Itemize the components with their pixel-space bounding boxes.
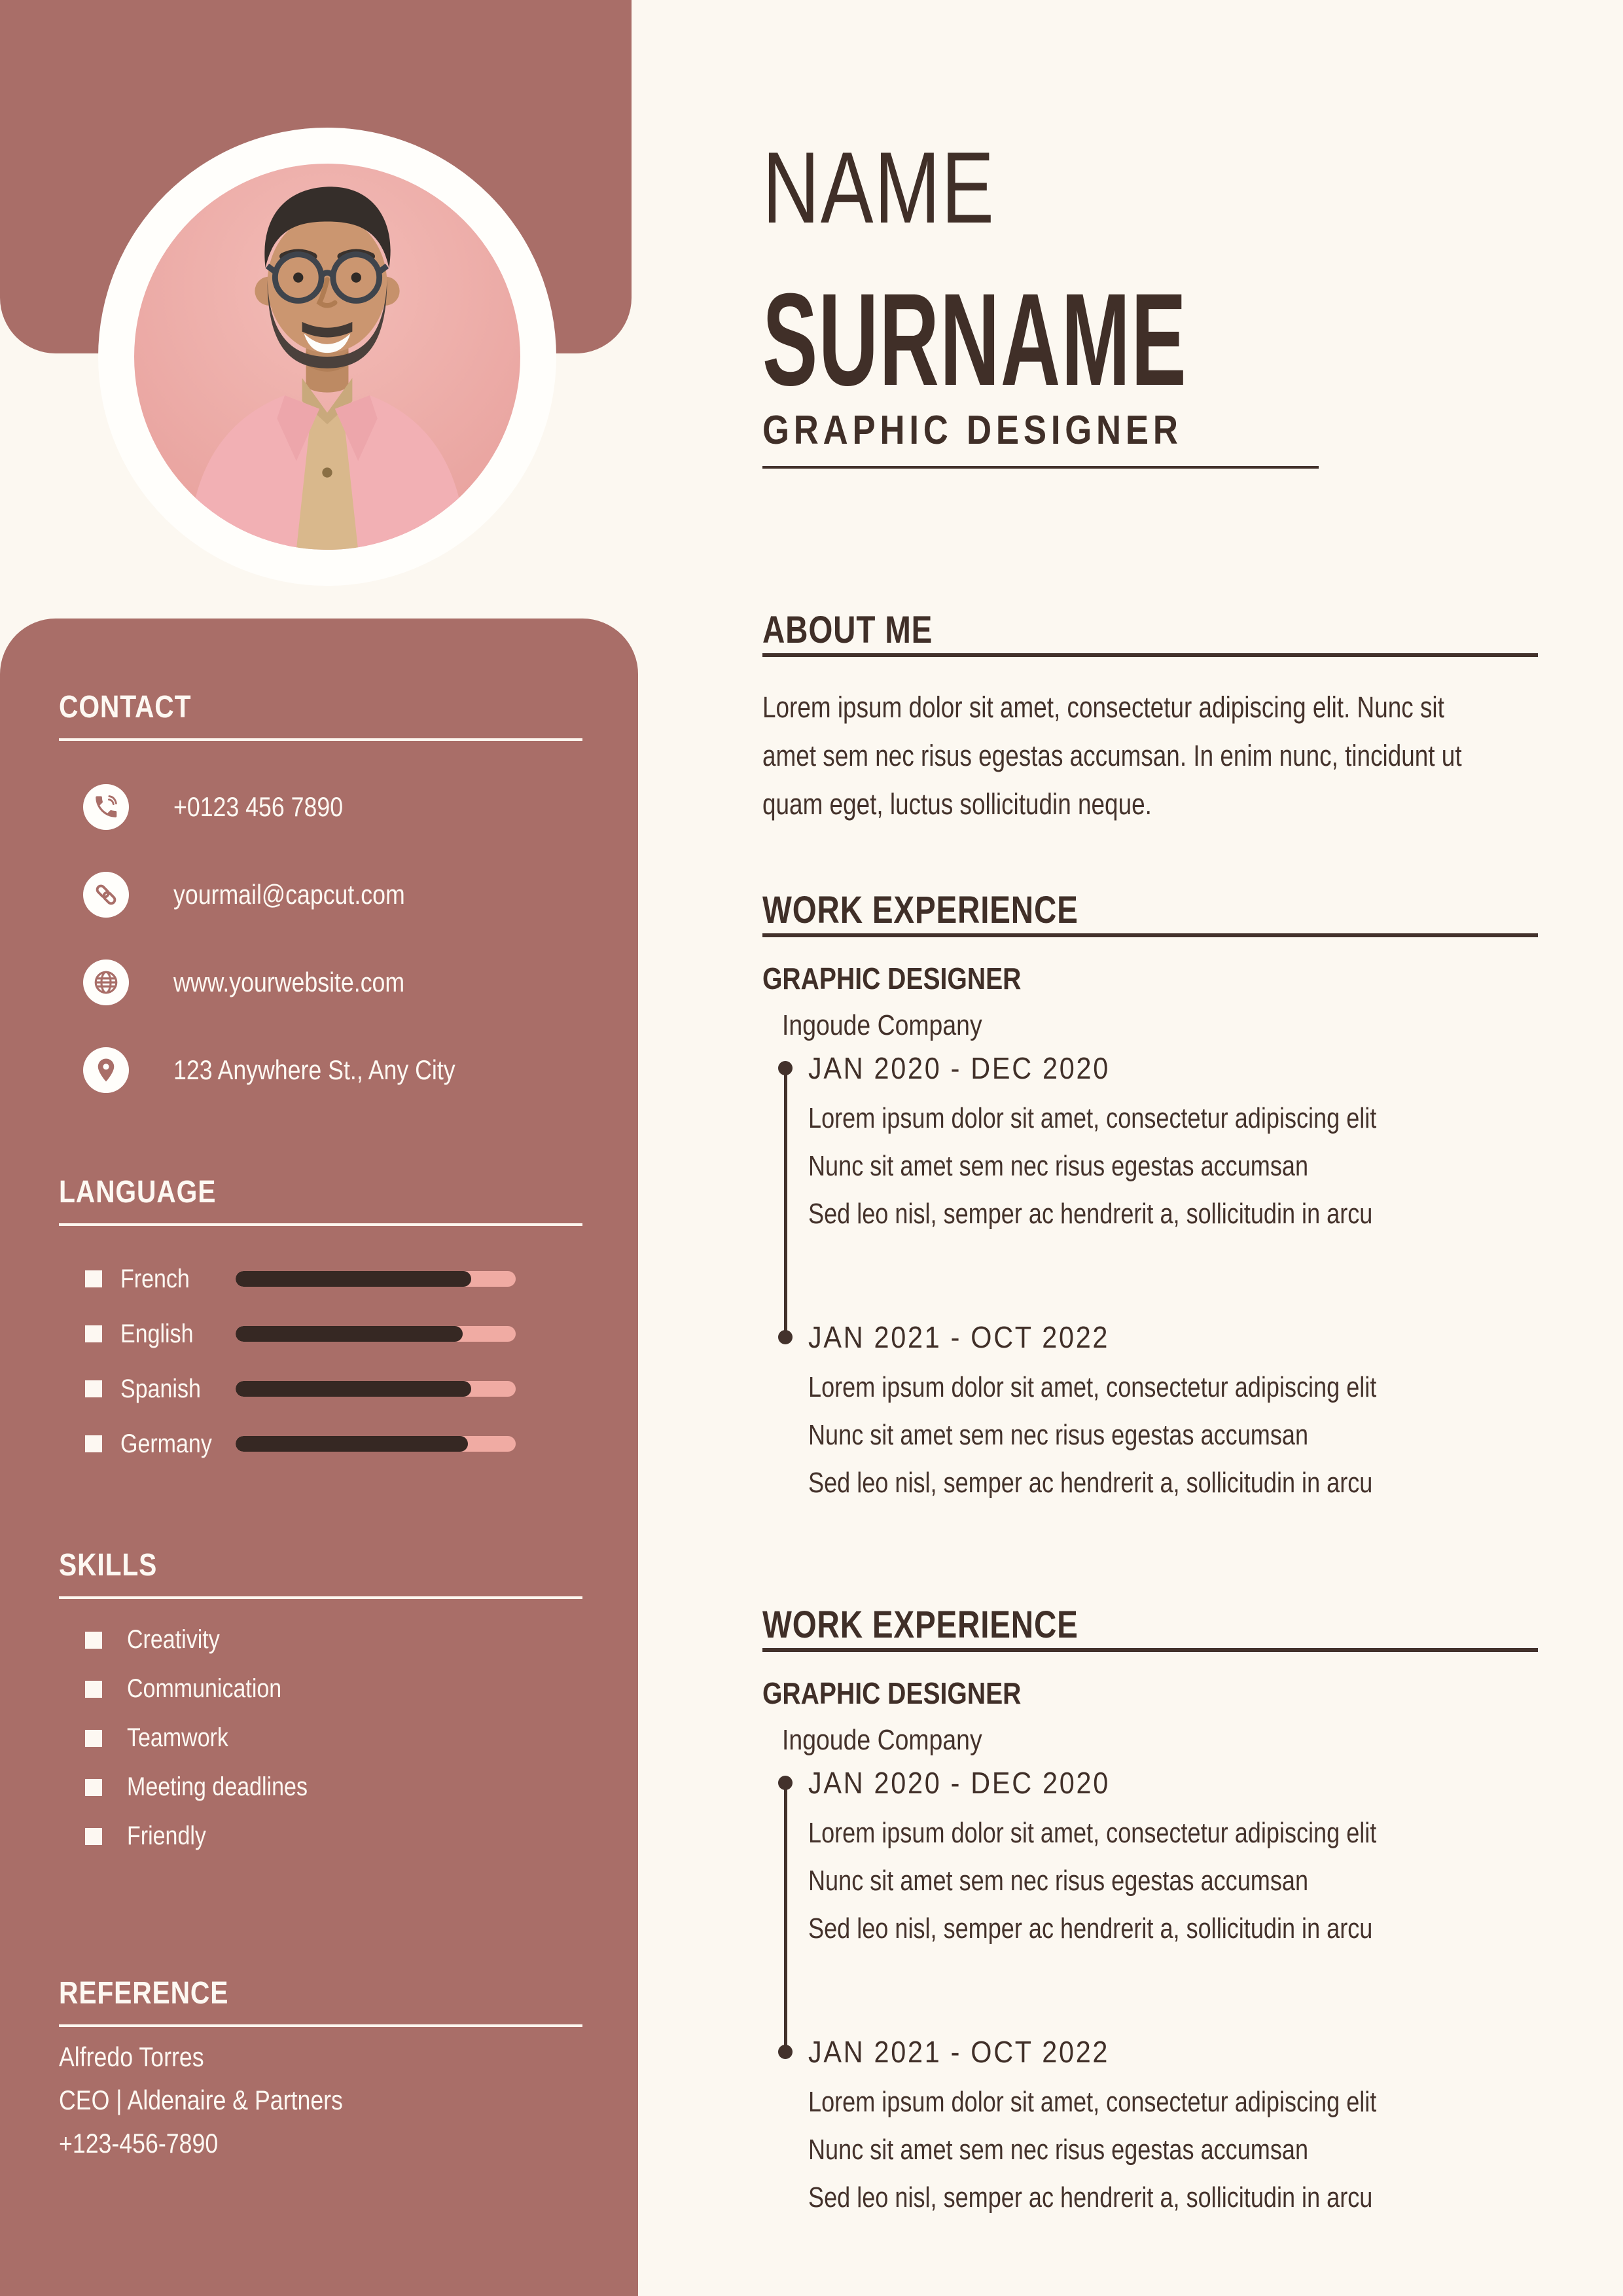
experience-role: GRAPHIC DESIGNER bbox=[762, 1676, 1022, 1710]
contact-email-value: yourmail@capcut.com bbox=[173, 879, 405, 910]
work-experience-section-2 bbox=[762, 1605, 1538, 2221]
contact-address-value: 123 Anywhere St., Any City bbox=[173, 1054, 455, 1085]
language-label: Germany bbox=[120, 1429, 212, 1458]
job-title: GRAPHIC DESIGNER bbox=[762, 408, 1183, 453]
contact-item-website bbox=[59, 939, 582, 1026]
language-level-fill bbox=[236, 1271, 471, 1287]
contact-title: CONTACT bbox=[59, 690, 192, 725]
contact-item-email bbox=[59, 851, 582, 939]
timeline-dot-icon bbox=[778, 2045, 793, 2059]
skill-label: Meeting deadlines bbox=[127, 1772, 308, 1801]
experience-period: JAN 2021 - OCT 2022 bbox=[808, 2035, 1110, 2069]
skill-label: Teamwork bbox=[127, 1723, 228, 1752]
reference-name: Alfredo Torres bbox=[59, 2041, 204, 2072]
skill-label: Friendly bbox=[127, 1821, 206, 1850]
contact-item-address bbox=[59, 1026, 582, 1114]
square-bullet-icon bbox=[85, 1828, 102, 1845]
language-row bbox=[59, 1306, 582, 1361]
experience-period: JAN 2020 - DEC 2020 bbox=[808, 1051, 1110, 1085]
experience-detail-line: Sed leo nisl, semper ac hendrerit a, sollicitudin in arcu bbox=[808, 2181, 1373, 2214]
timeline-dot-icon bbox=[778, 1061, 793, 1075]
experience-entry bbox=[762, 1050, 1538, 1238]
square-bullet-icon bbox=[85, 1380, 102, 1397]
language-level-bar bbox=[236, 1381, 516, 1397]
language-level-bar bbox=[236, 1271, 516, 1287]
contact-website-value: www.yourwebsite.com bbox=[173, 967, 405, 997]
experience-period: JAN 2020 - DEC 2020 bbox=[808, 1766, 1110, 1800]
contact-phone-value: +0123 456 7890 bbox=[173, 791, 344, 822]
skills-divider bbox=[59, 1596, 582, 1599]
experience-detail-line: Lorem ipsum dolor sit amet, consectetur adipiscing elit bbox=[808, 1817, 1377, 1849]
main-column bbox=[762, 0, 1538, 2214]
language-level-fill bbox=[236, 1381, 471, 1397]
timeline-dot-icon bbox=[778, 1330, 793, 1344]
location-icon bbox=[83, 1047, 129, 1093]
contact-item-phone bbox=[59, 763, 582, 851]
experience-detail-line: Nunc sit amet sem nec risus egestas accumsan bbox=[808, 2134, 1309, 2166]
skill-label: Communication bbox=[127, 1674, 282, 1703]
experience-entry bbox=[762, 1319, 1538, 1507]
experience-detail-line: Lorem ipsum dolor sit amet, consectetur adipiscing elit bbox=[808, 1371, 1377, 1403]
experience-role: GRAPHIC DESIGNER bbox=[762, 961, 1022, 996]
work-experience-title: WORK EXPERIENCE bbox=[762, 889, 1079, 931]
contact-divider bbox=[59, 738, 582, 741]
last-name: SURNAME bbox=[762, 266, 1188, 413]
skill-row bbox=[59, 1763, 582, 1812]
timeline-dot-icon bbox=[778, 1776, 793, 1790]
language-row bbox=[59, 1361, 582, 1416]
skill-row bbox=[59, 1615, 582, 1664]
language-level-fill bbox=[236, 1436, 468, 1452]
hero-divider bbox=[762, 466, 1319, 469]
hero-header bbox=[762, 131, 1538, 469]
square-bullet-icon bbox=[85, 1779, 102, 1796]
about-text-line: Lorem ipsum dolor sit amet, consectetur adipiscing elit. Nunc sit bbox=[762, 691, 1444, 724]
experience-company: Ingoude Company bbox=[782, 1724, 982, 1756]
experience-detail-line: Nunc sit amet sem nec risus egestas accumsan bbox=[808, 1419, 1309, 1451]
skill-label: Creativity bbox=[127, 1625, 220, 1654]
reference-section bbox=[59, 1973, 582, 2165]
square-bullet-icon bbox=[85, 1632, 102, 1649]
language-row bbox=[59, 1251, 582, 1306]
globe-icon bbox=[83, 960, 129, 1005]
profile-photo-frame bbox=[98, 128, 556, 586]
experience-entry bbox=[762, 1765, 1538, 1952]
profile-photo bbox=[134, 164, 520, 550]
language-row bbox=[59, 1416, 582, 1471]
language-label: Spanish bbox=[120, 1374, 201, 1403]
experience-detail-line: Lorem ipsum dolor sit amet, consectetur adipiscing elit bbox=[808, 1102, 1377, 1134]
square-bullet-icon bbox=[85, 1681, 102, 1698]
work-experience-section-1 bbox=[762, 891, 1538, 1507]
square-bullet-icon bbox=[85, 1435, 102, 1452]
square-bullet-icon bbox=[85, 1730, 102, 1747]
language-label: French bbox=[120, 1264, 190, 1293]
experience-detail-line: Lorem ipsum dolor sit amet, consectetur adipiscing elit bbox=[808, 2086, 1377, 2118]
phone-icon bbox=[83, 784, 129, 830]
reference-divider bbox=[59, 2024, 582, 2027]
reference-title: REFERENCE bbox=[59, 1976, 229, 2011]
about-divider bbox=[762, 653, 1538, 657]
work-experience-divider bbox=[762, 933, 1538, 937]
reference-role: CEO | Aldenaire & Partners bbox=[59, 2085, 343, 2115]
link-icon bbox=[83, 872, 129, 918]
reference-phone: +123-456-7890 bbox=[59, 2128, 219, 2159]
work-experience-title: WORK EXPERIENCE bbox=[762, 1604, 1079, 1646]
about-section bbox=[762, 611, 1538, 829]
language-divider bbox=[59, 1223, 582, 1226]
experience-company: Ingoude Company bbox=[782, 1009, 982, 1041]
language-level-bar bbox=[236, 1326, 516, 1342]
experience-detail-line: Nunc sit amet sem nec risus egestas accumsan bbox=[808, 1865, 1309, 1897]
contact-section bbox=[59, 687, 582, 1114]
about-text-line: quam eget, luctus sollicitudin neque. bbox=[762, 787, 1152, 821]
skills-title: SKILLS bbox=[59, 1548, 158, 1583]
first-name: NAME bbox=[762, 131, 995, 244]
skill-row bbox=[59, 1713, 582, 1763]
skill-row bbox=[59, 1812, 582, 1861]
experience-detail-line: Sed leo nisl, semper ac hendrerit a, sollicitudin in arcu bbox=[808, 1467, 1373, 1499]
portrait-illustration bbox=[134, 164, 520, 550]
experience-detail-line: Sed leo nisl, semper ac hendrerit a, sollicitudin in arcu bbox=[808, 1912, 1373, 1945]
experience-entry bbox=[762, 2034, 1538, 2221]
language-title: LANGUAGE bbox=[59, 1175, 217, 1210]
skills-section bbox=[59, 1545, 582, 1861]
square-bullet-icon bbox=[85, 1270, 102, 1287]
language-level-bar bbox=[236, 1436, 516, 1452]
about-text-line: amet sem nec risus egestas accumsan. In enim nunc, tincidunt ut bbox=[762, 739, 1462, 772]
language-label: English bbox=[120, 1319, 194, 1348]
about-title: ABOUT ME bbox=[762, 609, 933, 651]
square-bullet-icon bbox=[85, 1325, 102, 1342]
experience-detail-line: Nunc sit amet sem nec risus egestas accumsan bbox=[808, 1150, 1309, 1182]
language-level-fill bbox=[236, 1326, 463, 1342]
experience-period: JAN 2021 - OCT 2022 bbox=[808, 1320, 1110, 1354]
language-section bbox=[59, 1172, 582, 1471]
skill-row bbox=[59, 1664, 582, 1713]
experience-detail-line: Sed leo nisl, semper ac hendrerit a, sollicitudin in arcu bbox=[808, 1198, 1373, 1230]
work-experience-divider bbox=[762, 1648, 1538, 1652]
